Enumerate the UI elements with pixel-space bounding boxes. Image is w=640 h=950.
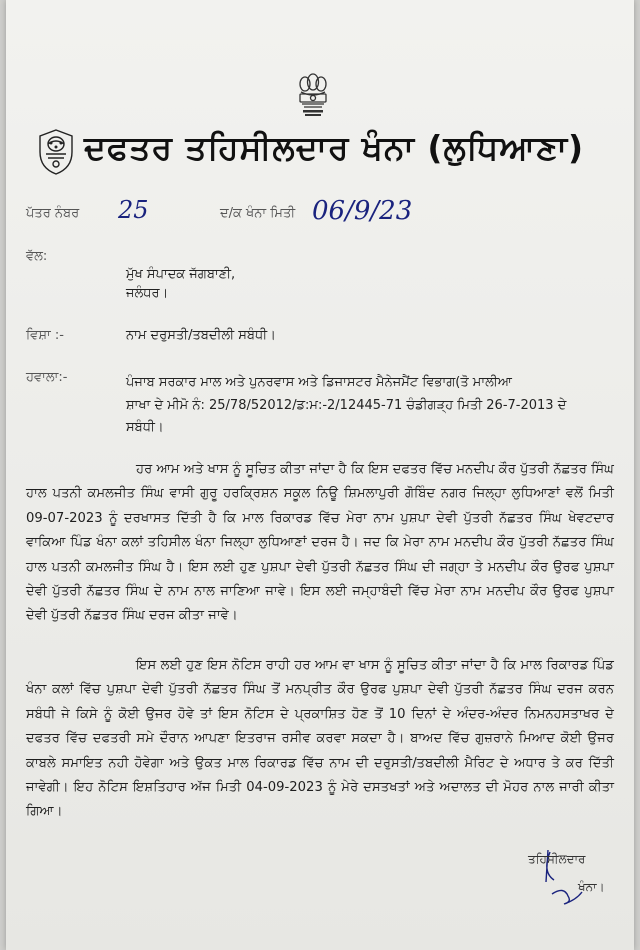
reference-row bbox=[6, 198, 634, 228]
reference-line-2: ਸ਼ਾਖਾ ਦੇ ਮੀਮੋ ਨੰ: 25/78/52012/ਡ:ਮ:-2/12445-71 ਚੰਡੀਗੜ੍ਹ ਮਿਤੀ 26-7-2013 ਦੇ bbox=[126, 398, 567, 413]
punjab-govt-seal-icon bbox=[36, 128, 76, 176]
body-paragraph-1: ਹਰ ਆਮ ਅਤੇ ਖਾਸ ਨੂੰ ਸੂਚਿਤ ਕੀਤਾ ਜਾਂਦਾ ਹੈ ਕਿ ਇਸ ਦਫਤਰ ਵਿੱਚ ਮਨਦੀਪ ਕੌਰ ਪੁੱਤਰੀ ਨੱਛਤਰ ਸਿੰਘ ਹਾਲ ਪਤਨੀ ਕਮਲਜੀਤ ਸਿੰਘ ਵਾਸੀ ਗੁਰੂ ਹਰਕ੍ਰਿਸ਼ਨ ਸਕੂਲ ਨਿਊ ਸ਼ਿਮਲਾਪੁਰੀ ਗੋਬਿੰਦ ਨਗਰ ਜਿਲ੍ਹਾ ਲੁਧਿਆਣਾਂ ਵਲੋਂ ਮਿਤੀ 09-07-2023 ਨੂੰ ਦਰਖਾਸਤ ਦਿੱਤੀ ਹੈ ਕਿ ਮਾਲ ਰਿਕਾਰਡ ਵਿੱਚ ਮੇਰਾ ਨਾਮ ਪੁਸ਼ਪਾ ਦੇਵੀ ਪੁੱਤਰੀ ਨੱਛਤਰ ਸਿੰਘ ਖੇਵਟਦਾਰ ਵਾਕਿਆ ਪਿੰਡ ਖੰਨਾ ਕਲਾਂ ਤਹਿਸੀਲ ਖੰਨਾ ਜਿਲ੍ਹਾ ਲੁਧਿਆਣਾਂ ਦਰਜ ਹੈ। ਜਦ ਕਿ ਮੇਰਾ ਨਾਮ ਮਨਦੀਪ ਕੌਰ ਪੁੱਤਰੀ ਨੱਛਤਰ ਸਿੰਘ ਹਾਲ ਪਤਨੀ ਕਮਲਜੀਤ ਸਿੰਘ ਹੈ। ਇਸ ਲਈ ਹੁਣ ਪੁਸ਼ਪਾ ਦੇਵੀ ਪੁੱਤਰੀ ਨੱਛਤਰ ਸਿੰਘ ਦੀ ਜਗ੍ਹਾ ਤੇ ਮਨਦੀਪ ਕੌਰ ਉਰਫ ਪੁਸ਼ਪਾ ਦੇਵੀ ਪੁੱਤਰੀ ਨੱਛਤਰ ਸਿੰਘ ਦੇ ਨਾਮ ਨਾਲ ਜਾਣਿਆ ਜਾਵੇ। ਇਸ ਲਈ ਜਮ੍ਹਾਬੰਦੀ ਵਿੱਚ ਮੇਰਾ ਨਾਮ ਮਨਦੀਪ ਕੌਰ ਉਰਫ ਪੁਸ਼ਪਾ ਦੇਵੀ ਪੁੱਤਰੀ ਨੱਛਤਰ ਸਿੰਘ ਦਰਜ ਕੀਤਾ ਜਾਵੇ। bbox=[26, 462, 614, 624]
reference-label: ਹਵਾਲਾ:- bbox=[26, 370, 68, 385]
addressee-line-2: ਜਲੰਧਰ। bbox=[126, 286, 169, 301]
letter-number-label: ਪੱਤਰ ਨੰਬਰ bbox=[26, 206, 80, 221]
reference-line-1: ਪੰਜਾਬ ਸਰਕਾਰ ਮਾਲ ਅਤੇ ਪੁਨਰਵਾਸ ਅਤੇ ਡਿਜਾਸਟਰ ਮੈਨੇਜਮੈਂਟ ਵਿਭਾਗ(ਤੋ ਮਾਲੀਆ bbox=[126, 375, 512, 390]
subject-label: ਵਿਸ਼ਾ :- bbox=[26, 328, 64, 343]
signature-designation: ਤਹਿਸੀਲਦਾਰ bbox=[528, 852, 586, 866]
letter-number-value: 25 bbox=[118, 196, 149, 224]
signature-place: ਖੰਨਾ। bbox=[578, 880, 605, 894]
subject-text: ਨਾਮ ਦਰੁਸਤੀ/ਤਬਦੀਲੀ ਸਬੰਧੀ। bbox=[126, 328, 276, 343]
office-title: ਦਫਤਰ ਤਹਿਸੀਲਦਾਰ ਖੰਨਾ (ਲੁਧਿਆਣਾ) bbox=[84, 128, 585, 167]
reference-line-3: ਸਬੰਧੀ। bbox=[126, 420, 164, 435]
ashoka-emblem-icon bbox=[296, 72, 330, 118]
to-label: ਵੱਲ: bbox=[26, 249, 48, 264]
addressee-line-1: ਮੁੱਖ ਸੰਪਾਦਕ ਜੱਗਬਾਣੀ, bbox=[126, 267, 236, 282]
body-paragraph-1-block bbox=[26, 458, 614, 629]
letter-page bbox=[6, 0, 634, 950]
date-value: 06/9/23 bbox=[312, 196, 413, 226]
place-date-label: ਦ/ਕ ਖੰਨਾ ਮਿਤੀ bbox=[220, 206, 296, 221]
body-paragraph-2: ਇਸ ਲਈ ਹੁਣ ਇਸ ਨੋਟਿਸ ਰਾਹੀ ਹਰ ਆਮ ਵਾ ਖਾਸ ਨੂੰ ਸੂਚਿਤ ਕੀਤਾ ਜਾਂਦਾ ਹੈ ਕਿ ਮਾਲ ਰਿਕਾਰਡ ਪਿੰਡ ਖੰਨਾ ਕਲਾਂ ਵਿੱਚ ਪੁਸ਼ਪਾ ਦੇਵੀ ਪੁੱਤਰੀ ਨੱਛਤਰ ਸਿੰਘ ਤੋਂ ਮਨਪ੍ਰੀਤ ਕੌਰ ਉਰਫ ਪੁਸ਼ਪਾ ਦੇਵੀ ਪੁੱਤਰੀ ਨੱਛਤਰ ਸਿੰਘ ਦਰਜ ਕਰਨ ਸਬੰਧੀ ਜੇ ਕਿਸੇ ਨੂੰ ਕੋਈ ਉਜਰ ਹੋਵੇ ਤਾਂ ਇਸ ਨੋਟਿਸ ਦੇ ਪ੍ਰਕਾਸ਼ਿਤ ਹੋਣ ਤੋਂ 10 ਦਿਨਾਂ ਦੇ ਅੰਦਰ-ਅੰਦਰ ਨਿਮਨਹਸਤਾਖਰ ਦੇ ਦਫਤਰ ਵਿੱਚ ਦਫਤਰੀ ਸਮੇ ਦੌਰਾਨ ਆਪਣਾ ਇਤਰਾਜ ਰਸੀਵ ਕਰਵਾ ਸਕਦਾ ਹੈ। ਬਾਅਦ ਵਿੱਚ ਗੁਜ਼ਰਾਨੇ ਮਿਆਦ ਕੋਈ ਉਜਰ ਕਾਬਲੇ ਸਮਾਇਤ ਨਹੀ ਹੋਵੇਗਾ ਅਤੇ ਉਕਤ ਮਾਲ ਰਿਕਾਰਡ ਵਿੱਚ ਨਾਮ ਦੀ ਦਰੁਸਤੀ/ਤਬਦੀਲੀ ਮੈਰਿਟ ਦੇ ਅਧਾਰ ਤੇ ਕਰ ਦਿੱਤੀ ਜਾਵੇਗੀ। ਇਹ ਨੋਟਿਸ ਇਸ਼ਤਿਹਾਰ ਅੱਜ ਮਿਤੀ 04-09-2023 ਨੂੰ ਮੇਰੇ ਦਸਤਖਤਾਂ ਅਤੇ ਅਦਾਲਤ ਦੀ ਮੋਹਰ ਨਾਲ ਜਾਰੀ ਕੀਤਾ ਗਿਆ। bbox=[26, 658, 614, 820]
body-paragraph-2-block bbox=[26, 654, 614, 825]
